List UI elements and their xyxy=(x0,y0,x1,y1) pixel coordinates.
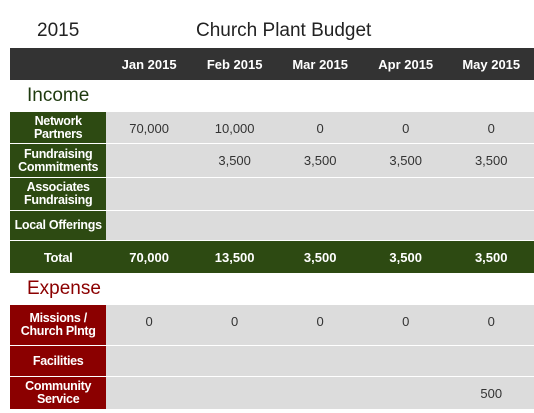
table-cell: 0 xyxy=(106,305,192,346)
table-cell xyxy=(363,377,449,410)
table-cell xyxy=(106,178,192,211)
column-header: Apr 2015 xyxy=(378,56,434,72)
column-header: Feb 2015 xyxy=(206,56,263,72)
table-cell xyxy=(277,377,363,410)
income-heading: Income xyxy=(27,85,90,106)
table-row xyxy=(10,377,534,410)
title-row xyxy=(0,0,534,48)
table-cell xyxy=(192,211,278,241)
table-row xyxy=(10,211,534,241)
table-cell: 70,000 xyxy=(106,112,192,144)
table-cell xyxy=(277,346,363,377)
row-label-local-offerings: Local Offerings xyxy=(10,211,106,241)
table-cell xyxy=(192,346,278,377)
table-cell: 0 xyxy=(448,305,534,346)
table-cell xyxy=(363,178,449,211)
column-header: Jan 2015 xyxy=(121,56,177,72)
table-row xyxy=(10,112,534,144)
table-cell: 0 xyxy=(448,112,534,144)
table-row xyxy=(10,346,534,377)
total-cell: 70,000 xyxy=(106,241,192,273)
budget-table xyxy=(10,48,534,410)
table-cell xyxy=(277,211,363,241)
table-cell xyxy=(277,178,363,211)
table-cell xyxy=(106,211,192,241)
budget-year: 2015 xyxy=(37,20,80,41)
table-cell: 10,000 xyxy=(192,112,278,144)
row-label-associates-fundraising: Associates Fundraising xyxy=(10,178,106,211)
header-corner xyxy=(10,48,106,80)
table-cell: 0 xyxy=(192,305,278,346)
table-cell: 3,500 xyxy=(277,144,363,178)
expense-heading: Expense xyxy=(27,278,101,299)
table-cell xyxy=(106,377,192,410)
table-cell: 3,500 xyxy=(448,144,534,178)
table-row xyxy=(10,178,534,211)
table-cell xyxy=(106,144,192,178)
table-cell xyxy=(192,178,278,211)
row-label-community-service: Community Service xyxy=(10,377,106,410)
total-cell: 3,500 xyxy=(277,241,363,273)
table-cell xyxy=(363,346,449,377)
total-label: Total xyxy=(10,241,106,273)
table-row xyxy=(10,144,534,178)
table-cell xyxy=(192,377,278,410)
row-label-network-partners: Network Partners xyxy=(10,112,106,144)
row-label-fundraising-commitments: Fundraising Commitments xyxy=(10,144,106,178)
table-cell xyxy=(363,211,449,241)
total-cell: 13,500 xyxy=(192,241,278,273)
table-cell: 0 xyxy=(277,305,363,346)
total-cell: 3,500 xyxy=(448,241,534,273)
row-label-missions-church-planting: Missions / Church Plntg xyxy=(10,305,106,346)
row-label-facilities: Facilities xyxy=(10,346,106,377)
table-cell xyxy=(448,346,534,377)
table-cell: 0 xyxy=(363,305,449,346)
table-cell xyxy=(448,178,534,211)
table-cell: 0 xyxy=(363,112,449,144)
table-cell: 0 xyxy=(277,112,363,144)
income-total-row xyxy=(10,241,534,273)
table-row xyxy=(10,305,534,346)
total-cell: 3,500 xyxy=(363,241,449,273)
column-header-row xyxy=(10,48,534,80)
column-header: Mar 2015 xyxy=(292,56,348,72)
column-header: May 2015 xyxy=(462,56,521,72)
table-cell: 500 xyxy=(448,377,534,410)
table-cell xyxy=(448,211,534,241)
table-cell xyxy=(106,346,192,377)
table-cell: 3,500 xyxy=(363,144,449,178)
budget-title: Church Plant Budget xyxy=(196,20,372,41)
table-cell: 3,500 xyxy=(192,144,278,178)
